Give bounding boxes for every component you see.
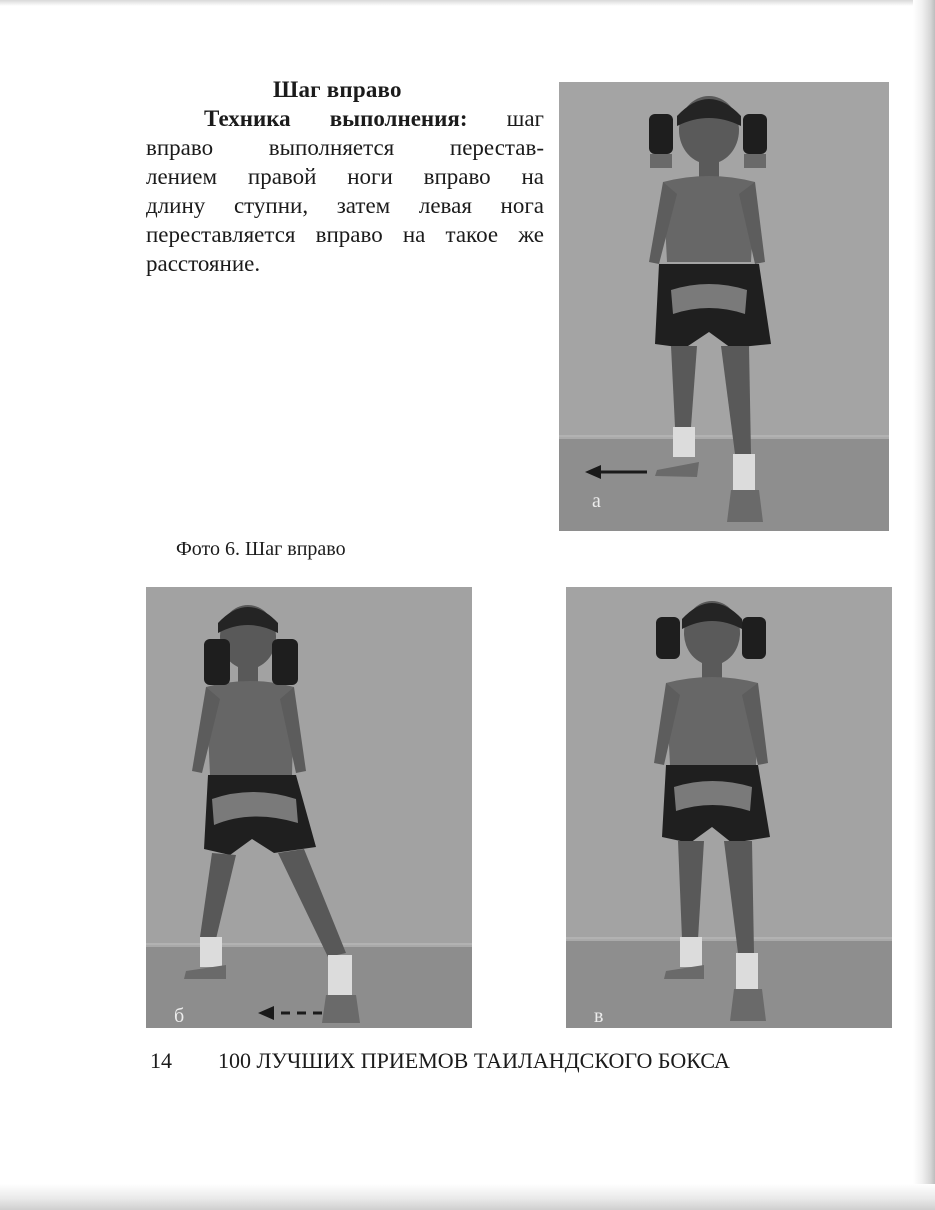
photo-caption: Фото 6. Шаг вправо — [176, 538, 346, 560]
technique-description — [146, 104, 544, 278]
photo-c-label: в — [594, 1005, 604, 1027]
page-footer — [150, 1048, 850, 1074]
text-line-4: длину ступни, затем левая нога — [146, 193, 544, 218]
photo-a-fighter-stance — [559, 82, 889, 531]
section-title: Шаг вправо — [273, 77, 402, 102]
photo-b-fighter-step — [146, 587, 472, 1028]
text-line-6: расстояние. — [146, 251, 261, 276]
text-line-1 — [146, 104, 544, 133]
text-line-5: переставляется вправо на такое же — [146, 222, 544, 247]
photo-a-label: а — [592, 490, 601, 512]
book-title: 100 ЛУЧШИХ ПРИЕМОВ ТАИЛАНДСКОГО БОКСА — [218, 1048, 730, 1073]
photo-c-fighter-return — [566, 587, 892, 1028]
scan-bottom-edge — [0, 1184, 935, 1210]
technique-label: Техника выполнения: — [204, 106, 468, 131]
text-line-1-rest: шаг — [467, 106, 544, 131]
scan-right-edge — [913, 0, 935, 1210]
scan-top-edge — [0, 0, 935, 6]
text-line-3: лением правой ноги вправо на — [146, 164, 544, 189]
text-line-2: вправо выполняется перестав- — [146, 135, 544, 160]
photo-b-label: б — [174, 1005, 185, 1027]
page-number: 14 — [150, 1048, 172, 1073]
